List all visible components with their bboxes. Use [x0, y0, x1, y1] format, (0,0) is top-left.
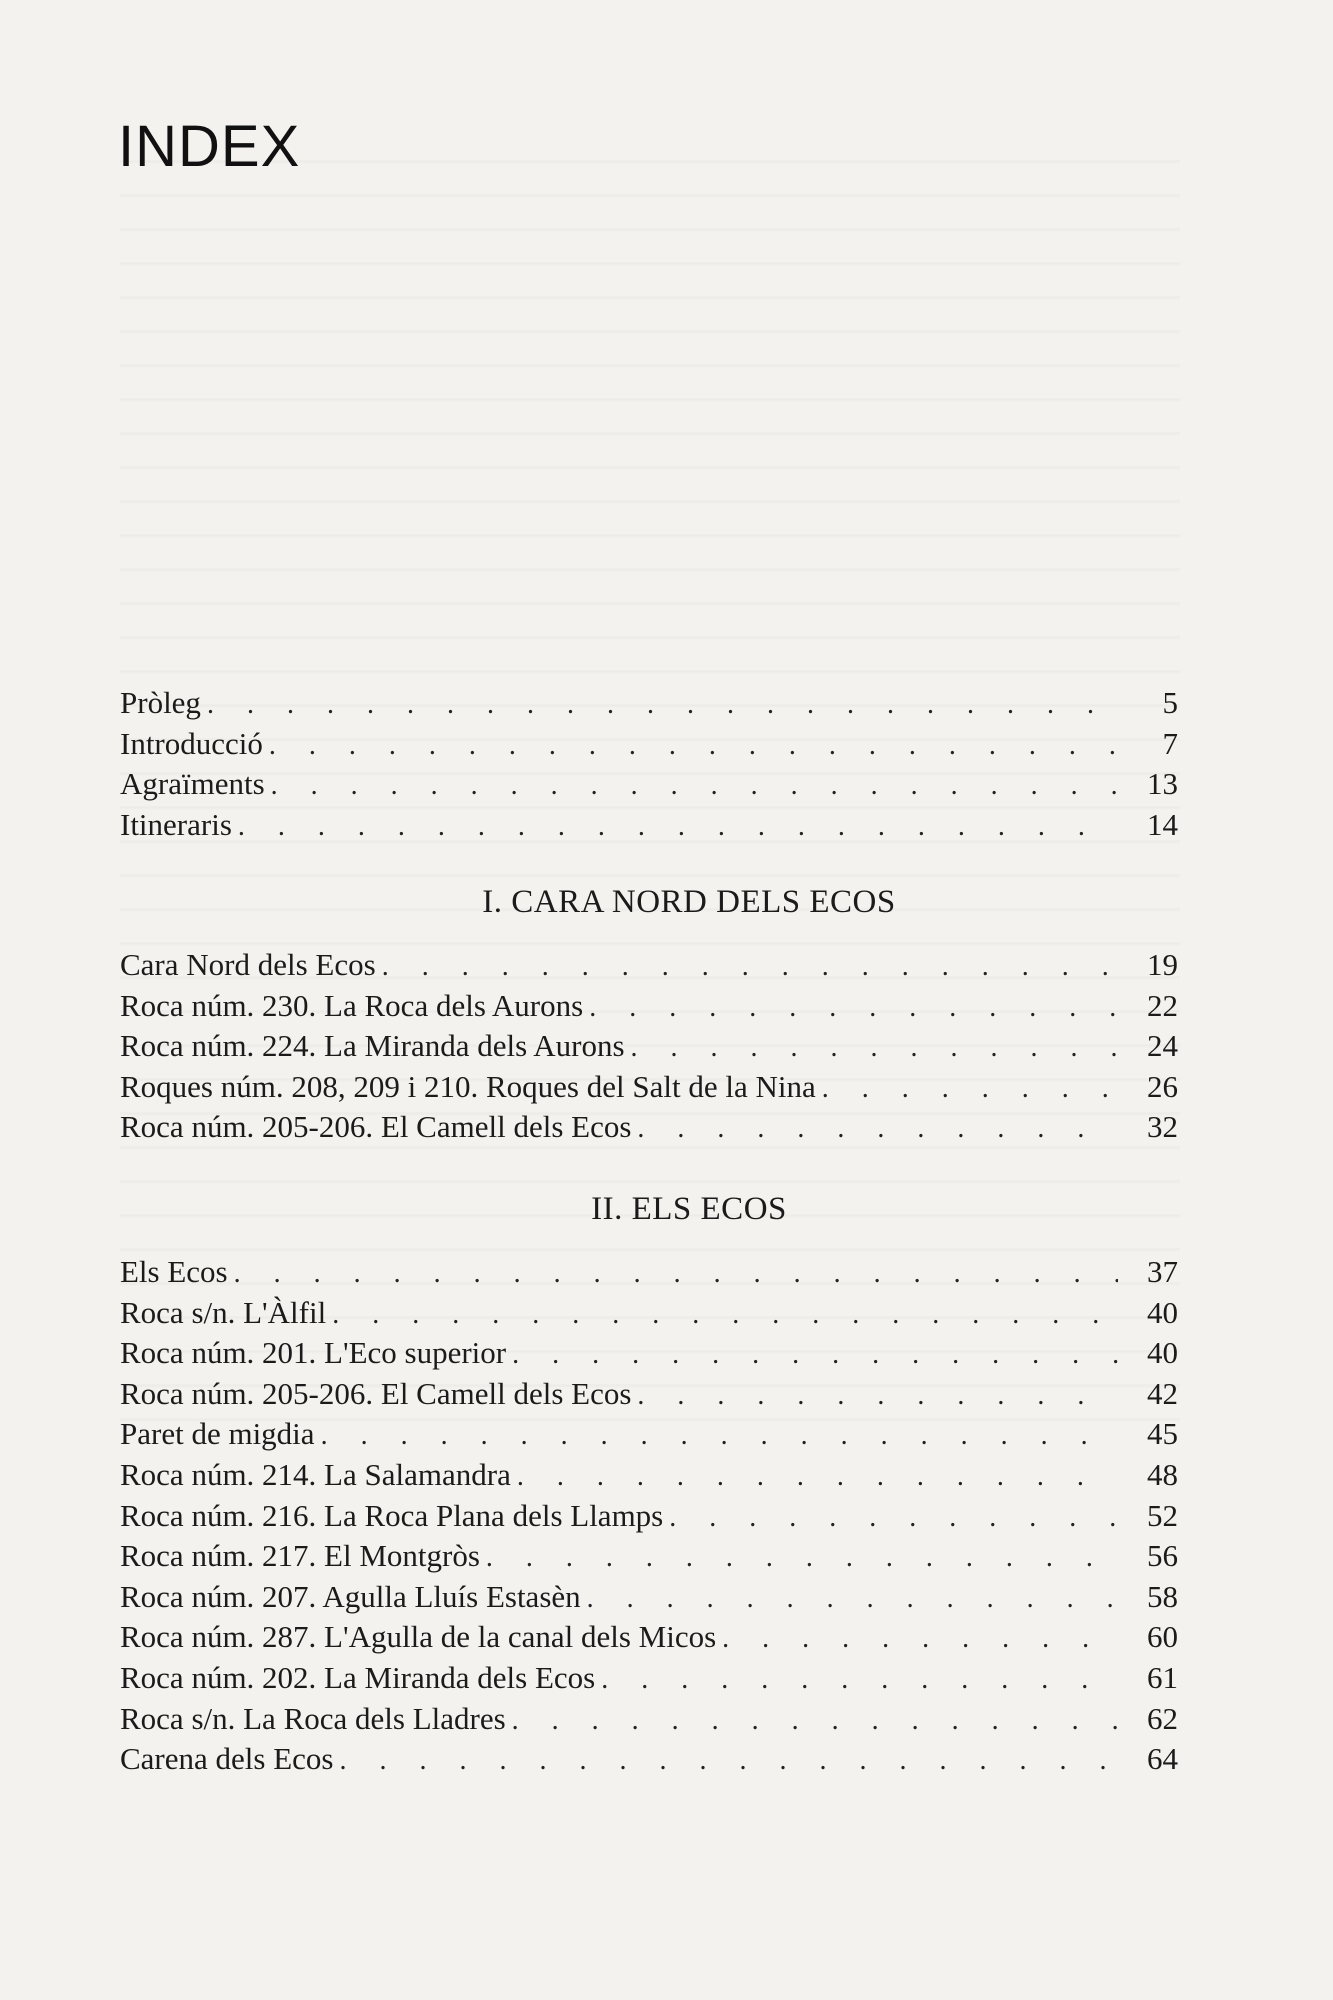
entry-page-number: 62: [1147, 1700, 1178, 1736]
section-heading-els-ecos: II. ELS ECOS: [591, 1191, 787, 1227]
entry-label: Roca núm. 217. El Montgròs: [120, 1538, 480, 1574]
entry-page-number: 22: [1147, 987, 1178, 1023]
section-entries-els-ecos: [120, 1252, 1178, 1780]
dot-leader: [207, 685, 1118, 726]
entry-page-number: 48: [1147, 1456, 1178, 1492]
dot-leader: [669, 1498, 1118, 1539]
dot-leader: [234, 1254, 1118, 1295]
entry-label: Roca núm. 207. Agulla Lluís Estasèn: [120, 1578, 581, 1614]
entry-label: Cara Nord dels Ecos: [120, 947, 376, 982]
toc-entry: [120, 1577, 1178, 1618]
entry-page-number: 58: [1147, 1578, 1178, 1614]
toc-entry: [120, 1536, 1178, 1577]
entry-label: Carena dels Ecos: [120, 1741, 334, 1777]
section-entries-cara-nord: [120, 945, 1178, 1148]
toc-entry: [120, 986, 1178, 1027]
entry-page-number: 32: [1147, 1109, 1178, 1145]
entry-page-number: 61: [1147, 1659, 1178, 1695]
toc-entry: [120, 805, 1178, 846]
toc-entry: [120, 1414, 1178, 1455]
intro-entries: [120, 683, 1178, 845]
dot-leader: [589, 988, 1118, 1029]
toc-entry: [120, 724, 1178, 765]
entry-label: Roca núm. 216. La Roca Plana dels Llamps: [120, 1497, 664, 1533]
entry-label: Roca núm. 205-206. El Camell dels Ecos: [120, 1109, 632, 1145]
entry-label: Roca núm. 205-206. El Camell dels Ecos: [120, 1375, 632, 1411]
entry-label: Els Ecos: [120, 1254, 228, 1289]
dot-leader: [339, 1741, 1118, 1782]
entry-page-number: 60: [1147, 1619, 1178, 1655]
entry-page-number: 56: [1147, 1538, 1178, 1574]
dot-leader: [332, 1295, 1118, 1336]
dot-leader: [486, 1538, 1118, 1579]
entry-label: Roca núm. 201. L'Eco superior: [120, 1335, 507, 1371]
entry-page-number: 40: [1147, 1335, 1178, 1371]
entry-page-number: 19: [1147, 947, 1178, 982]
dot-leader: [517, 1457, 1118, 1498]
toc-entry: [120, 1293, 1178, 1334]
entry-page-number: 37: [1147, 1254, 1178, 1289]
dot-leader: [637, 1376, 1118, 1417]
entry-label: Roca núm. 230. La Roca dels Aurons: [120, 987, 584, 1023]
dot-leader: [269, 726, 1118, 767]
toc-entry: [120, 764, 1178, 805]
entry-label: Agraïments: [120, 766, 265, 802]
dot-leader: [512, 1701, 1118, 1742]
entry-label: Pròleg: [120, 685, 201, 720]
entry-page-number: 64: [1147, 1741, 1178, 1777]
entry-label: Roca núm. 202. La Miranda dels Ecos: [120, 1659, 596, 1695]
toc-entry: [120, 1252, 1178, 1293]
entry-page-number: 24: [1147, 1028, 1178, 1064]
toc-entry: [120, 1739, 1178, 1780]
entry-label: Itineraris: [120, 806, 232, 842]
section-heading-cara-nord: I. CARA NORD DELS ECOS: [482, 884, 896, 920]
dot-leader: [822, 1069, 1118, 1110]
entry-label: Roca s/n. La Roca dels Lladres: [120, 1700, 506, 1736]
dot-leader: [722, 1619, 1118, 1660]
toc-entry: [120, 1374, 1178, 1415]
toc-entry: [120, 945, 1178, 986]
entry-page-number: 45: [1147, 1416, 1178, 1452]
dot-leader: [271, 766, 1118, 807]
toc-entry: [120, 1617, 1178, 1658]
entry-label: Roques núm. 208, 209 i 210. Roques del Salt de la Nina: [120, 1068, 816, 1104]
dot-leader: [512, 1335, 1118, 1376]
toc-entry: [120, 1455, 1178, 1496]
entry-page-number: 42: [1147, 1375, 1178, 1411]
entry-page-number: 13: [1147, 766, 1178, 802]
toc-entry: [120, 1107, 1178, 1148]
page-title: INDEX: [118, 114, 301, 179]
dot-leader: [321, 1416, 1118, 1457]
toc-entry: [120, 1658, 1178, 1699]
toc-entry: [120, 1699, 1178, 1740]
entry-label: Paret de migdia: [120, 1416, 315, 1452]
toc-entry: [120, 683, 1178, 724]
entry-label: Roca núm. 287. L'Agulla de la canal dels Micos: [120, 1619, 717, 1655]
entry-page-number: 5: [1162, 685, 1178, 720]
entry-page-number: 7: [1162, 725, 1178, 761]
dot-leader: [382, 947, 1118, 988]
entry-page-number: 14: [1147, 806, 1178, 842]
entry-label: Roca núm. 224. La Miranda dels Aurons: [120, 1028, 625, 1064]
dot-leader: [601, 1660, 1118, 1701]
toc-entry: [120, 1496, 1178, 1537]
entry-label: Roca s/n. L'Àlfil: [120, 1294, 327, 1330]
entry-label: Introducció: [120, 725, 263, 761]
dot-leader: [238, 807, 1118, 848]
entry-label: Roca núm. 214. La Salamandra: [120, 1456, 511, 1492]
toc-entry: [120, 1026, 1178, 1067]
toc-entry: [120, 1333, 1178, 1374]
entry-page-number: 52: [1147, 1497, 1178, 1533]
toc-entry: [120, 1067, 1178, 1108]
dot-leader: [631, 1028, 1118, 1069]
entry-page-number: 40: [1147, 1294, 1178, 1330]
dot-leader: [587, 1579, 1118, 1620]
dot-leader: [637, 1109, 1118, 1150]
entry-page-number: 26: [1147, 1068, 1178, 1104]
